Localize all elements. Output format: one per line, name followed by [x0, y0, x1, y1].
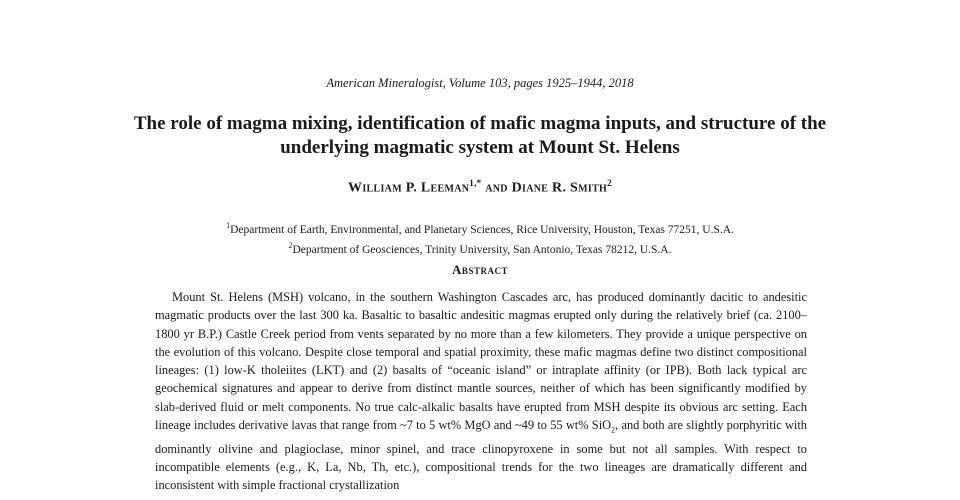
paper-title [90, 112, 870, 160]
abstract-text-1: Mount St. Helens (MSH) volcano, in the southern Washington Cascades arc, has produced dominantly dacitic to andesitic magmatic products over the last 300 ka. Basaltic to basaltic andesitic magmas erupted only during the relatively brief (ca. 2100–1800 yr B.P.) Castle Creek period from vents separated by no more than a few kilometers. They provide a unique perspective on the evolution of this volcano. Despite close temporal and spatial proximity, these mafic magmas define two distinct compositional lineages: (1) low-K tholeiites (LKT) and (2) basalts of “oceanic island” or intraplate affinity (or IPB). Both lack typical arc geochemical signatures and appear to derive from distinct mantle sources, neither of which has been significantly modified by slab-derived fluid or melt components. No true calc-alkalic basalts have erupted from MSH despite its obvious arc setting. Each lineage includes derivative lavas that range from ~7 to 5 wt% MgO and ~49 to 55 wt% SiO [155, 290, 807, 433]
author-2-name: Diane R. Smith [511, 180, 608, 196]
author-1-superscript: 1,* [469, 178, 482, 188]
affiliation-2-superscript: 2 [288, 240, 293, 250]
abstract-text-2: , and both are slightly porphyritic with dominantly olivine and plagioclase, minor spinel, and trace clinopyroxene in some but not all samples. With respect to incompatible elements (e.g., K, La, Nb, Th, etc.), compositional trends for the two lineages are dramatically different and inconsistent with simple fractional crystallization [155, 418, 807, 493]
title-line-1: The role of magma mixing, identification of mafic magma inputs, and structure of the [133, 113, 827, 134]
abstract-subscript: 2 [611, 425, 616, 435]
affiliation-2-text: Department of Geosciences, Trinity University, San Antonio, Texas 78212, U.S.A. [292, 243, 672, 256]
affiliation-1-superscript: 1 [226, 221, 231, 230]
abstract-heading: Abstract [452, 262, 508, 277]
title-line-2: underlying magmatic system at Mount St. Helens [280, 137, 680, 158]
author-1-name: William P. Leeman [348, 180, 470, 196]
abstract-body [155, 288, 807, 495]
affiliation-1 [0, 218, 960, 238]
journal-citation: American Mineralogist, Volume 103, pages 1925–1944, 2018 [326, 76, 634, 90]
author-connector: and [485, 180, 508, 196]
author-list [0, 178, 960, 197]
affiliations [0, 218, 960, 258]
author-2-superscript: 2 [607, 178, 612, 188]
affiliation-2 [0, 238, 960, 258]
affiliation-1-text: Department of Earth, Environmental, and Planetary Sciences, Rice University, Houston, Texas 77251, U.S.A. [230, 223, 734, 236]
